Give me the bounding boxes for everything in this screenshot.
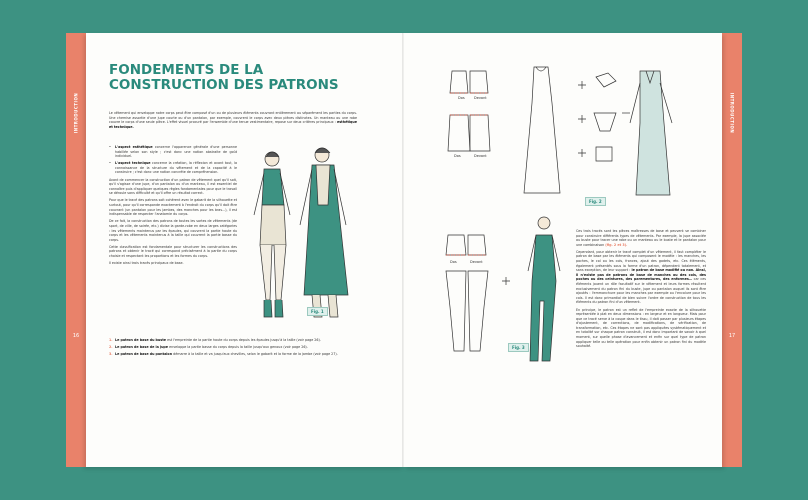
right-column	[576, 229, 706, 351]
bullet2-bold: L'aspect technique	[115, 161, 151, 166]
fashion-figures-illustration	[244, 145, 364, 330]
left-column	[109, 145, 237, 268]
right-text1: Ces trois tracés sont les pièces maîtresses de base et peuvent se combiner pour construire différents types de vêtements. Par exemple, la jupe associée au buste pour tracer une robe ou un manteau ou le buste et le pantalon pour une combinaison	[576, 229, 706, 247]
right-tab-label: INTRODUCTION	[729, 92, 735, 134]
base-patterns-list	[109, 338, 369, 359]
right-page-number: 17	[728, 333, 736, 339]
bullet-technical	[109, 161, 237, 175]
devant-label-2: Devant	[474, 154, 487, 158]
right-paragraph-2	[576, 250, 706, 305]
item2-bold: Le patron de base de la jupe	[115, 345, 169, 350]
item3-bold: Le patron de base du pantalon	[115, 352, 173, 357]
paragraph-2: Pour que le tracé des patrons soit cohérent avec le gabarit de la silhouette et surtout, pour qu'il corresponde exactement à l'endroit du corps qu'il doit être couvrant (un pantalon pour les jambes, des manches pour les bras...), il est indispensable de respecter l'anatomie du corps.	[109, 198, 237, 217]
paragraph-3: De ce fait, la construction des patrons de toutes les sortes de vêtements (de sport, de ville, de soirée, etc.) divise la garde-robe en deux larges catégories : les vêtements maintenus par les épaules, qui couvrent la partie haute du corps et les vêtements maintenus à la taille qui couvrent la partie basse du corps.	[109, 219, 237, 242]
bullet1-bold: L'aspect esthétique	[115, 145, 153, 149]
title-line-2: CONSTRUCTION DES PATRONS	[109, 77, 339, 93]
item3-text: démarre à la taille et va jusqu'aux chevilles, selon le gabarit et la forme de la jambe (voir page 27).	[173, 352, 338, 357]
item1-bold: Le patron de base du buste	[115, 338, 167, 342]
right-text2: Cependant, pour obtenir le tracé complet d'un vêtement, il faut compléter le patron de base par les éléments qui composent le modèle : les manches, les poches, le col ou les cols, fronces, ajout des godets, etc. Ces éléments, également présentés sous la forme d'un patron, dépendent totalement, et sans exception, de leur support :	[576, 249, 706, 273]
bullet-aesthetic	[109, 145, 237, 159]
right-paragraph-3: En principe, le patron est un reflet de l'empreinte exacte de la silhouette représentée à plat en deux dimensions : en largeur et en longueur. Mais pour que ce tracé serve à la coupe dans le tissu, il doit passer par plusieurs étapes d'ajustement, de corrections, de modifications, de vérification, de transformation, etc. Ces étapes ne sont pas appliquées systématiquement et en totalité sur chaque patron construit, il est donc important de savoir à quel moment, sur quelle phase d'avancement et enfin sur quel type de patron appliquer telle ou telle opération pour enfin obtenir un patron fini du modèle souhaité.	[576, 307, 706, 349]
fig1-label: Fig. 1	[307, 307, 328, 316]
paragraph-5: Il existe ainsi trois tracés principaux de base.	[109, 261, 184, 266]
item1-text: est l'empreinte de la partie haute du corps depuis les épaules jusqu'à la taille (voir page 26).	[167, 338, 321, 342]
devant-label-1: Devant	[474, 96, 487, 100]
devant-label-3: Devant	[470, 260, 483, 264]
paragraph-1: Avant de commencer la construction d'un patron de vêtement quel qu'il soit, qu'il s'agisse d'une jupe, d'un pantalon ou d'un manteau, il est essentiel de connaître puis d'appliquer quelques règles fondamentales pour que le travail se déroule sans difficulté et qu'il offre un résultat correct.	[109, 177, 237, 196]
list-item-trousers: 3. Le patron de base du pantalon démarre à la taille et va jusqu'aux chevilles, selon le gabarit et la forme de la jambe (voir page 27).	[109, 352, 338, 357]
dos-label-3: Dos	[450, 260, 457, 264]
jumpsuit-pattern-diagram	[424, 211, 574, 371]
left-page-number: 16	[72, 333, 80, 339]
fig2-label: Fig. 2	[585, 197, 606, 206]
right-text2-end: car ces éléments jouent un rôle facultatif sur le vêtement et leurs formes résultent exclusivement du patron fini du buste, jupe ou pantalon auquel ils sont être ajoutés : l'emmanchure pour les manches par exemple ou l'encolure pour les cols. Il est donc primordial de bien suivre l'ordre de construction de tous les éléments du patron fini d'un vêtement.	[576, 277, 706, 305]
dress-pattern-diagram	[444, 63, 684, 213]
list-item-bodice: 1. Le patron de base du buste est l'empreinte de la partie haute du corps depuis les épaules jusqu'à la taille (voir page 26).	[109, 338, 321, 342]
fig-reference: (fig. 2 et 3).	[605, 242, 628, 247]
bullet1-text: concerne l'apparence générale d'une personne habillée selon son style ; c'est donc une notion abstraite de goût individuel.	[115, 145, 237, 159]
right-side-tab	[722, 33, 742, 467]
paragraph-4: Cette classification est fondamentale pour structurer les constructions des patrons et obtenir le tracé qui correspond précisément à la partie du corps choisie et respectant les proportions et les formes du corps.	[109, 244, 237, 258]
right-paragraph-1	[576, 229, 706, 247]
left-page	[86, 33, 404, 467]
intro-block	[109, 111, 357, 132]
fig3-label: Fig. 3	[508, 343, 529, 352]
dos-label-2: Dos	[454, 154, 461, 158]
right-text2-bold: le patron de base modifié ou non. Ainsi, il n'existe pas de patrons de base de manches ou des cols, des poches ou des ceintures, des parementures, des enformes…	[576, 268, 706, 282]
left-tab-label: INTRODUCTION	[73, 92, 79, 134]
dos-label-1: Dos	[458, 96, 465, 100]
list-item-skirt: 2. Le patron de base de la jupe enveloppe la partie basse du corps depuis la taille jusqu'aux genoux (voir page 26).	[109, 345, 308, 350]
intro-bold: esthétique et technique.	[109, 120, 357, 129]
page-title	[109, 63, 339, 93]
title-line-1: FONDEMENTS DE LA	[109, 62, 264, 78]
intro-text: Le vêtement qui enveloppe notre corps peut être composé d'un ou de plusieurs éléments couvrant entièrement ou séparément les parties du corps. Une chemise assortie d'une jupe courte ou d'un pantalon, par exemple, couvrent le corps avec deux pièces distinctes. Un manteau ou une robe couvre le corps d'une seule pièce. L'effet visuel procuré par l'ensemble d'une tenue vestimentaire, repose sur deux critères principaux :	[109, 111, 357, 125]
right-page	[404, 33, 722, 467]
item2-text: enveloppe la partie basse du corps depuis la taille jusqu'aux genoux (voir page 26).	[169, 345, 308, 350]
intro-paragraph	[109, 111, 357, 129]
bullet2-text: concerne la création, la réflexion et avant tout, la connaissance de la structure du vêtement et de la capacité à le construire ; c'est donc une notion concrète de compréhension.	[115, 161, 237, 175]
left-side-tab	[66, 33, 86, 467]
